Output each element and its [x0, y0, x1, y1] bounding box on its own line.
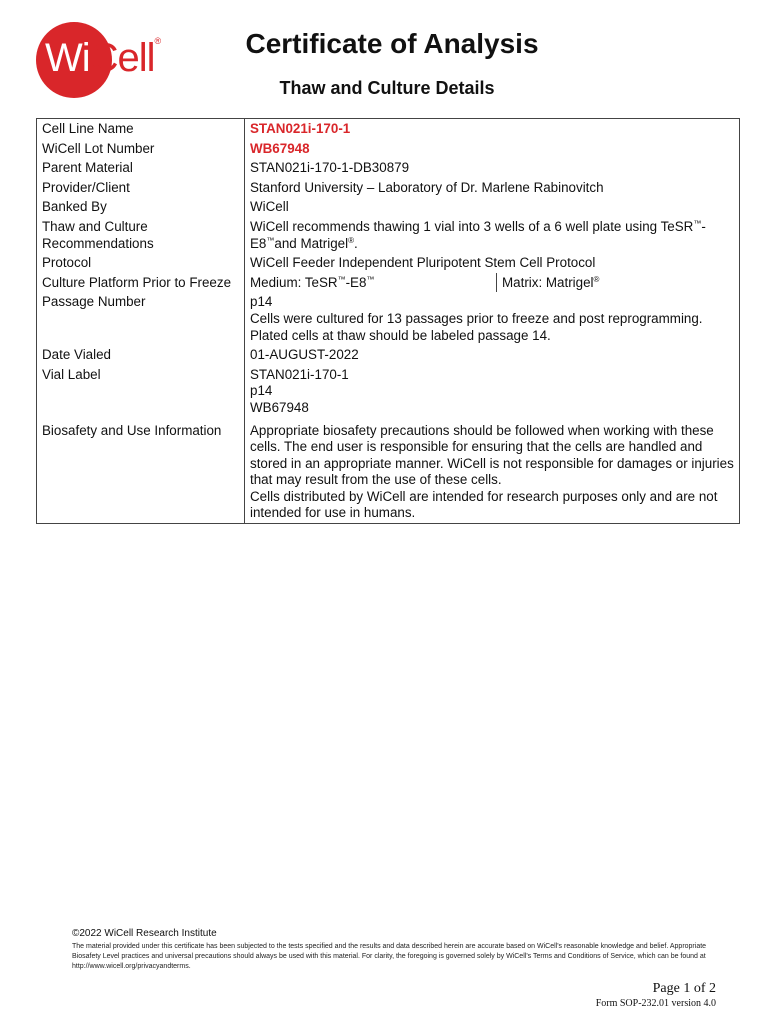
- details-table: [36, 118, 740, 524]
- table-row: [37, 273, 740, 293]
- page-title: Certificate of Analysis: [245, 28, 539, 59]
- table-row: [37, 345, 740, 365]
- cell-line-value: STAN021i-170-1: [245, 119, 740, 139]
- cell-line-label: Cell Line Name: [37, 119, 245, 139]
- table-row: [37, 119, 740, 139]
- biosafety-value: Appropriate biosafety precautions should be followed when working with these cells. The end user is responsible for ensuring that the cells are handled and stored in an appropriate manner. WiCell is not responsible for damages or injuries that may result from the use of these cells. Cells distributed by WiCell are intended for research purposes only and are not intended for use in humans.: [245, 418, 740, 524]
- thaw-label: Thaw and Culture Recommendations: [37, 217, 245, 253]
- protocol-label: Protocol: [37, 253, 245, 273]
- copyright: ©2022 WiCell Research Institute: [72, 928, 217, 939]
- parent-value: STAN021i-170-1-DB30879: [245, 158, 740, 178]
- platform-value: [245, 273, 740, 293]
- provider-value: Stanford University – Laboratory of Dr. Marlene Rabinovitch: [245, 178, 740, 198]
- disclaimer: The material provided under this certificate has been subjected to the tests specified and the results and data described herein are accurate based on WiCell's reasonable knowledge and belief. Appropriate Biosafety Level practices and universal precautions should always be used with this material. For clarity, the foregoing is governed solely by WiCell's Terms and Conditions of Service, which can be found at http://www.wicell.org/privacyandterms.: [72, 943, 707, 970]
- lot-value: WB67948: [245, 139, 740, 159]
- table-row: [37, 365, 740, 418]
- date-value: 01-AUGUST-2022: [245, 345, 740, 365]
- form-version: Form SOP-232.01 version 4.0: [595, 998, 716, 1009]
- platform-label: Culture Platform Prior to Freeze: [37, 273, 245, 293]
- page-number: Page 1 of 2: [652, 981, 716, 996]
- banked-label: Banked By: [37, 197, 245, 217]
- logo-text: WiCell®: [45, 36, 161, 80]
- medium-value: Medium: TeSR™-E8™: [245, 273, 497, 293]
- matrix-value: Matrix: Matrigel®: [502, 274, 600, 290]
- table-row: [37, 197, 740, 217]
- vial-value: STAN021i-170-1 p14 WB67948: [245, 365, 740, 418]
- passage-value: p14 Cells were cultured for 13 passages prior to freeze and post reprogramming. Plated cells at thaw should be labeled passage 14.: [245, 292, 740, 345]
- vial-label: Vial Label: [37, 365, 245, 418]
- thaw-value: WiCell recommends thawing 1 vial into 3 wells of a 6 well plate using TeSR™-E8™and Matrigel®.: [245, 217, 740, 253]
- table-row: [37, 418, 740, 524]
- provider-label: Provider/Client: [37, 178, 245, 198]
- parent-label: Parent Material: [37, 158, 245, 178]
- table-row: [37, 139, 740, 159]
- table-row: [37, 178, 740, 198]
- table-row: [37, 292, 740, 345]
- page-subtitle: Thaw and Culture Details: [279, 78, 495, 98]
- table-row: [37, 158, 740, 178]
- lot-label: WiCell Lot Number: [37, 139, 245, 159]
- biosafety-label: Biosafety and Use Information: [37, 418, 245, 524]
- protocol-value: WiCell Feeder Independent Pluripotent Stem Cell Protocol: [245, 253, 740, 273]
- banked-value: WiCell: [245, 197, 740, 217]
- date-label: Date Vialed: [37, 345, 245, 365]
- passage-label: Passage Number: [37, 292, 245, 345]
- footer: [72, 928, 712, 972]
- table-row: [37, 217, 740, 253]
- table-row: [37, 253, 740, 273]
